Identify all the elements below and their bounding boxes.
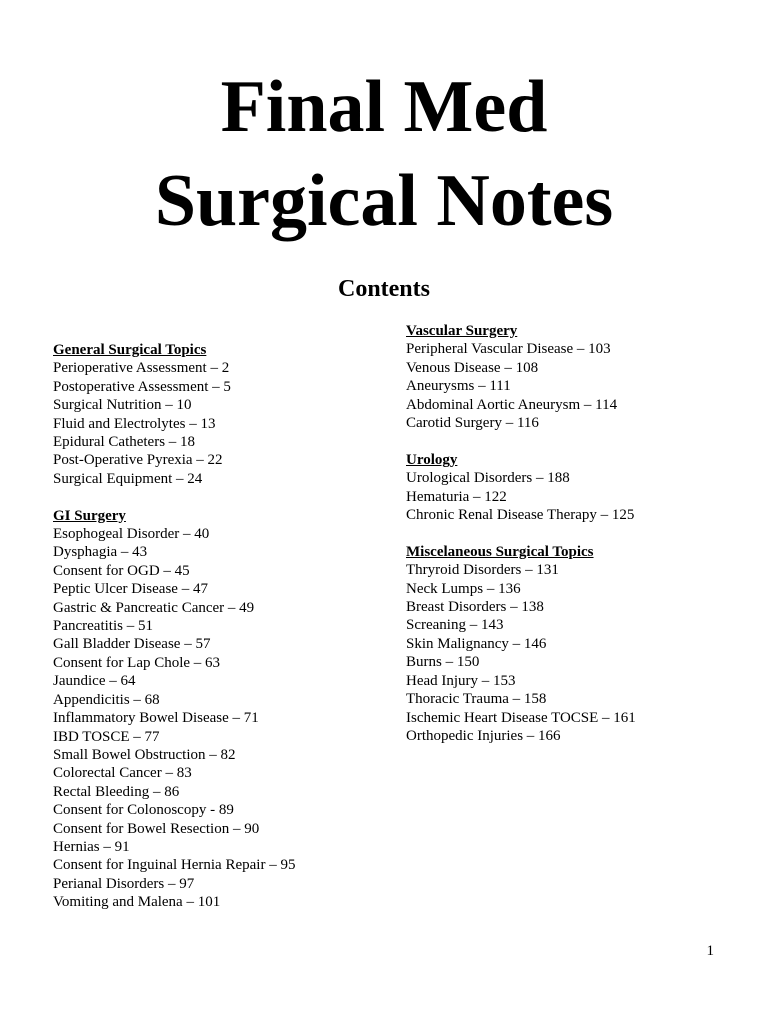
- toc-section-title: GI Surgery: [53, 507, 126, 524]
- toc-entry-list: [53, 525, 383, 912]
- toc-entry: Colorectal Cancer – 83: [53, 765, 192, 782]
- toc-entry-list: [406, 561, 746, 745]
- toc-entry: Inflammatory Bowel Disease – 71: [53, 710, 259, 727]
- toc-entry: Vomiting and Malena – 101: [53, 894, 221, 911]
- toc-entry: Peptic Ulcer Disease – 47: [53, 581, 208, 598]
- toc-entry: Appendicitis – 68: [53, 691, 160, 708]
- toc-entry: Small Bowel Obstruction – 82: [53, 746, 236, 763]
- toc-section: [406, 543, 746, 745]
- document-title-line-2: Surgical Notes: [154, 160, 614, 242]
- toc-entry: Skin Malignancy – 146: [406, 635, 547, 652]
- toc-entry: Consent for Colonoscopy - 89: [53, 802, 234, 819]
- toc-entry-list: [406, 469, 746, 524]
- toc-section-title: General Surgical Topics: [53, 342, 207, 358]
- toc-entry: Carotid Surgery – 116: [406, 415, 539, 432]
- toc-entry: Postoperative Assessment – 5: [53, 378, 231, 395]
- toc-entry: Aneurysms – 111: [406, 378, 511, 395]
- toc-entry-list: [53, 359, 383, 488]
- document-title-line-1: Final Med: [220, 66, 548, 148]
- toc-entry: Surgical Nutrition – 10: [53, 397, 192, 414]
- toc-entry: Consent for Inguinal Hernia Repair – 95: [53, 857, 296, 874]
- toc-entry: Head Injury – 153: [406, 672, 516, 689]
- toc-entry: Urological Disorders – 188: [406, 470, 570, 487]
- toc-entry: Rectal Bleeding – 86: [53, 783, 180, 800]
- toc-entry: Esophogeal Disorder – 40: [53, 526, 210, 543]
- toc-entry: Ischemic Heart Disease TOCSE – 161: [406, 709, 636, 726]
- toc-entry: Consent for Lap Chole – 63: [53, 654, 221, 671]
- toc-entry: Fluid and Electrolytes – 13: [53, 415, 216, 432]
- toc-entry: Gall Bladder Disease – 57: [53, 636, 211, 653]
- toc-entry: Epidural Catheters – 18: [53, 434, 196, 451]
- left-column: [53, 341, 383, 930]
- toc-entry-list: [406, 340, 746, 432]
- toc-entry: Orthopedic Injuries – 166: [406, 727, 561, 744]
- toc-entry: Chronic Renal Disease Therapy – 125: [406, 507, 635, 524]
- toc-section: [406, 451, 746, 525]
- toc-entry: Perioperative Assessment – 2: [53, 360, 230, 377]
- toc-entry: Consent for OGD – 45: [53, 562, 190, 579]
- toc-entry: Perianal Disorders – 97: [53, 875, 195, 892]
- page-number: 1: [706, 943, 714, 959]
- toc-entry: Post-Operative Pyrexia – 22: [53, 452, 223, 469]
- toc-entry: Gastric & Pancreatic Cancer – 49: [53, 599, 255, 616]
- toc-section: [53, 341, 383, 488]
- toc-entry: Venous Disease – 108: [406, 359, 539, 376]
- toc-entry: Burns – 150: [406, 654, 480, 671]
- toc-entry: Pancreatitis – 51: [53, 618, 153, 635]
- contents-heading: Contents: [337, 276, 430, 302]
- toc-entry: Screaning – 143: [406, 617, 504, 634]
- toc-entry: Hernias – 91: [53, 838, 130, 855]
- toc-entry: Peripheral Vascular Disease – 103: [406, 341, 611, 358]
- toc-entry: Hematuria – 122: [406, 488, 507, 505]
- toc-section-title: Miscelaneous Surgical Topics: [406, 543, 594, 560]
- toc-section: [406, 322, 746, 432]
- toc-entry: Thoracic Trauma – 158: [406, 691, 547, 708]
- toc-entry: Thryroid Disorders – 131: [406, 562, 559, 579]
- toc-entry: Abdominal Aortic Aneurysm – 114: [406, 396, 618, 413]
- toc-section: [53, 507, 383, 912]
- toc-entry: Breast Disorders – 138: [406, 599, 544, 616]
- toc-entry: Surgical Equipment – 24: [53, 470, 203, 487]
- toc-entry: IBD TOSCE – 77: [53, 728, 160, 745]
- toc-entry: Neck Lumps – 136: [406, 580, 521, 597]
- toc-entry: Jaundice – 64: [53, 673, 136, 690]
- toc-section-title: Vascular Surgery: [406, 323, 518, 339]
- toc-section-title: Urology: [406, 451, 458, 468]
- toc-entry: Consent for Bowel Resection – 90: [53, 820, 260, 837]
- toc-entry: Dysphagia – 43: [53, 544, 148, 561]
- right-column: [406, 322, 746, 764]
